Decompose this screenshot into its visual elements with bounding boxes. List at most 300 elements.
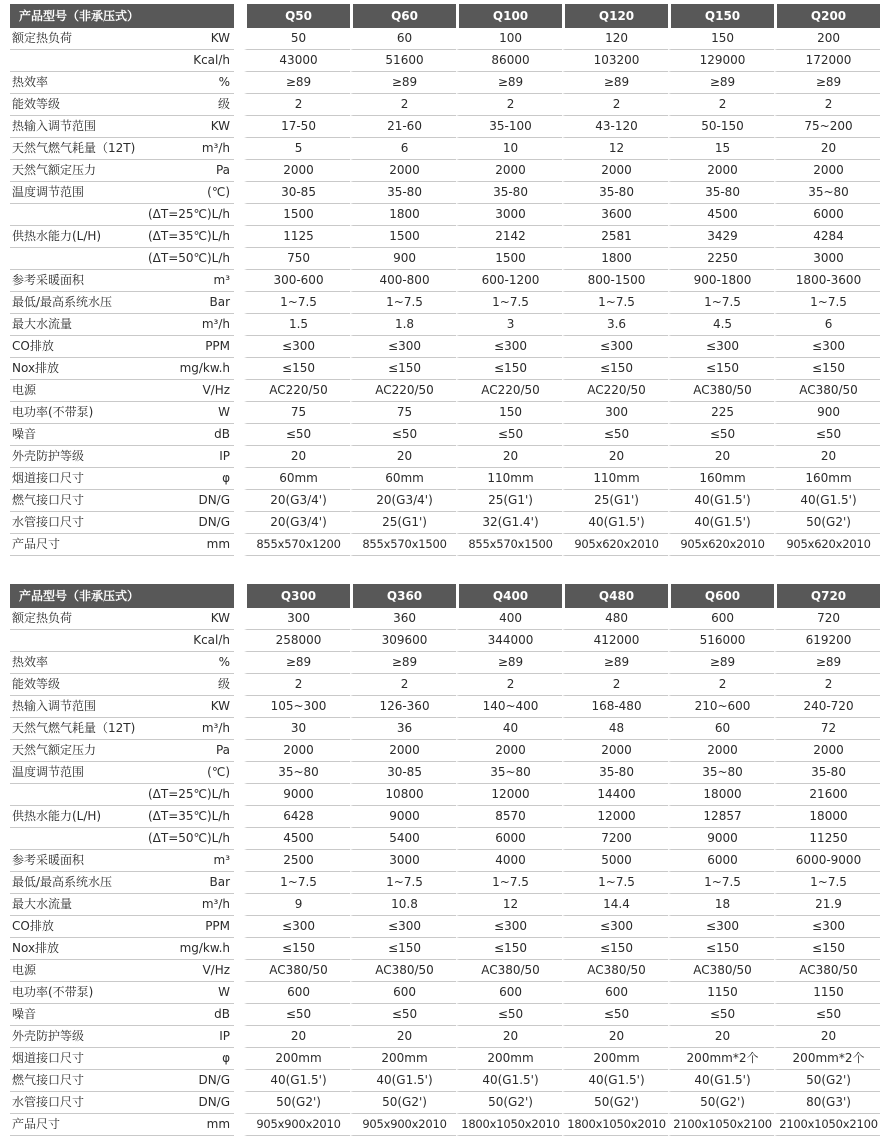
spec-unit: W	[136, 402, 234, 424]
spec-value: 1~7.5	[774, 872, 880, 894]
spec-value: 1150	[668, 982, 774, 1004]
spec-value: 86000	[456, 50, 562, 72]
spec-unit: 级	[136, 94, 234, 116]
spec-name: 电源	[10, 380, 136, 402]
spec-value: ≤150	[456, 358, 562, 380]
spec-name: 烟道接口尺寸	[10, 468, 136, 490]
spec-name: 最大水流量	[10, 894, 136, 916]
spec-value: ≤150	[244, 358, 350, 380]
spec-value: 344000	[456, 630, 562, 652]
spec-value: 32(G1.4')	[456, 512, 562, 534]
spec-value: AC220/50	[456, 380, 562, 402]
spec-value: 35-80	[668, 182, 774, 204]
spec-value: AC220/50	[562, 380, 668, 402]
table-row	[10, 160, 880, 182]
spec-value: 200mm*2个	[774, 1048, 880, 1070]
spec-value: 40(G1.5')	[562, 1070, 668, 1092]
spec-unit: V/Hz	[136, 960, 234, 982]
spec-value: 200mm	[244, 1048, 350, 1070]
spec-value: 30-85	[244, 182, 350, 204]
spec-value: ≤50	[456, 1004, 562, 1026]
spec-value: ≤50	[350, 424, 456, 446]
spec-value: 103200	[562, 50, 668, 72]
spec-value: ≤300	[668, 336, 774, 358]
spec-value: 35~80	[668, 762, 774, 784]
spec-value: 20(G3/4')	[350, 490, 456, 512]
spec-value: 120	[562, 28, 668, 50]
spec-value: AC220/50	[244, 380, 350, 402]
spec-value: 20	[350, 1026, 456, 1048]
table-row	[10, 50, 880, 72]
spec-name: 天然气额定压力	[10, 740, 136, 762]
spec-value: 1~7.5	[350, 872, 456, 894]
spec-value: 2000	[774, 160, 880, 182]
table-row	[10, 850, 880, 872]
spec-value: 40(G1.5')	[774, 490, 880, 512]
spec-value: 1500	[244, 204, 350, 226]
spec-value: 2	[562, 674, 668, 696]
table-row	[10, 446, 880, 468]
spec-value: 20	[774, 1026, 880, 1048]
spec-value: ≤150	[668, 358, 774, 380]
spec-value: 412000	[562, 630, 668, 652]
spec-value: 2	[774, 674, 880, 696]
spec-value: 160mm	[774, 468, 880, 490]
spec-value: 900	[774, 402, 880, 424]
spec-value: 210~600	[668, 696, 774, 718]
spec-value: 855x570x1200	[244, 534, 350, 556]
spec-name: 参考采暖面积	[10, 850, 136, 872]
spec-value: 1~7.5	[668, 872, 774, 894]
spec-unit: DN/G	[136, 1092, 234, 1114]
spec-value: ≤150	[774, 358, 880, 380]
spec-value: 905x900x2010	[350, 1114, 456, 1136]
spec-unit: KW	[136, 696, 234, 718]
table-row	[10, 740, 880, 762]
spec-value: 6000	[774, 204, 880, 226]
spec-value: 9	[244, 894, 350, 916]
spec-value: 1~7.5	[456, 872, 562, 894]
spec-name	[10, 828, 136, 850]
spec-value: 3600	[562, 204, 668, 226]
spec-value: 10800	[350, 784, 456, 806]
spec-value: 36	[350, 718, 456, 740]
model-header: Q120	[562, 4, 668, 28]
spec-value: 3000	[350, 850, 456, 872]
spec-value: 9000	[668, 828, 774, 850]
spec-value: 2	[456, 674, 562, 696]
spec-value: 2	[244, 94, 350, 116]
spec-value: 12857	[668, 806, 774, 828]
spec-value: 11250	[774, 828, 880, 850]
table-row	[10, 1070, 880, 1092]
table-row	[10, 380, 880, 402]
table-row	[10, 608, 880, 630]
spec-value: AC380/50	[774, 960, 880, 982]
spec-unit: %	[136, 652, 234, 674]
spec-value: 129000	[668, 50, 774, 72]
spec-value: 72	[774, 718, 880, 740]
spec-value: ≥89	[350, 72, 456, 94]
spec-unit: m³/h	[136, 894, 234, 916]
spec-value: 20	[456, 446, 562, 468]
spec-value: 8570	[456, 806, 562, 828]
spec-value: ≥89	[244, 652, 350, 674]
spec-value: 6428	[244, 806, 350, 828]
spec-name: 最低/最高系统水压	[10, 872, 136, 894]
spec-value: 172000	[774, 50, 880, 72]
spec-value: 43000	[244, 50, 350, 72]
spec-unit: (ΔT=35℃)L/h	[136, 806, 234, 828]
spec-name: 电源	[10, 960, 136, 982]
spec-value: 75~200	[774, 116, 880, 138]
spec-value: 18000	[774, 806, 880, 828]
spec-value: 2000	[244, 160, 350, 182]
spec-name: 燃气接口尺寸	[10, 1070, 136, 1092]
spec-value: 2000	[350, 160, 456, 182]
spec-value: ≥89	[456, 652, 562, 674]
spec-value: 300	[244, 608, 350, 630]
spec-value: 1~7.5	[668, 292, 774, 314]
table-row	[10, 894, 880, 916]
spec-value: 40(G1.5')	[668, 1070, 774, 1092]
spec-value: AC380/50	[350, 960, 456, 982]
spec-value: 20	[668, 1026, 774, 1048]
spec-name: 产品尺寸	[10, 534, 136, 556]
spec-value: 2	[562, 94, 668, 116]
spec-unit: Bar	[136, 292, 234, 314]
model-header: Q360	[350, 584, 456, 608]
spec-value: 75	[350, 402, 456, 424]
spec-unit: m³/h	[136, 314, 234, 336]
spec-value: 60mm	[244, 468, 350, 490]
spec-name	[10, 50, 136, 72]
spec-value: ≤150	[350, 358, 456, 380]
spec-value: 2000	[244, 740, 350, 762]
spec-unit: (℃)	[136, 182, 234, 204]
spec-value: AC380/50	[456, 960, 562, 982]
spec-name: 外壳防护等级	[10, 446, 136, 468]
spec-value: 4000	[456, 850, 562, 872]
spec-value: 600-1200	[456, 270, 562, 292]
spec-value: ≤300	[350, 916, 456, 938]
table-row	[10, 270, 880, 292]
spec-value: 35-80	[562, 182, 668, 204]
spec-value: ≤50	[562, 1004, 668, 1026]
spec-unit: V/Hz	[136, 380, 234, 402]
spec-name: 噪音	[10, 424, 136, 446]
spec-value: 35-100	[456, 116, 562, 138]
spec-value: ≤300	[562, 336, 668, 358]
spec-value: 619200	[774, 630, 880, 652]
spec-unit: IP	[136, 1026, 234, 1048]
spec-value: 35~80	[774, 182, 880, 204]
spec-value: ≤150	[456, 938, 562, 960]
spec-name: 额定热负荷	[10, 608, 136, 630]
spec-name: Nox排放	[10, 938, 136, 960]
table-header-row	[10, 4, 880, 28]
spec-unit: DN/G	[136, 512, 234, 534]
spec-value: 200mm*2个	[668, 1048, 774, 1070]
spec-value: 35~80	[244, 762, 350, 784]
spec-value: 20	[456, 1026, 562, 1048]
spec-value: 855x570x1500	[350, 534, 456, 556]
spec-value: ≥89	[774, 72, 880, 94]
spec-value: 51600	[350, 50, 456, 72]
spec-value: 225	[668, 402, 774, 424]
spec-name: 温度调节范围	[10, 762, 136, 784]
spec-value: 1~7.5	[244, 872, 350, 894]
spec-value: 3.6	[562, 314, 668, 336]
table-row	[10, 314, 880, 336]
header-label: 产品型号（非承压式）	[10, 584, 234, 608]
spec-value: 50(G2')	[668, 1092, 774, 1114]
spec-name: CO排放	[10, 916, 136, 938]
spec-value: 1800	[350, 204, 456, 226]
model-header: Q50	[244, 4, 350, 28]
spec-value: 400-800	[350, 270, 456, 292]
spec-value: 800-1500	[562, 270, 668, 292]
spec-unit: Kcal/h	[136, 630, 234, 652]
spec-value: 2100x1050x2100	[774, 1114, 880, 1136]
spec-unit: mg/kw.h	[136, 938, 234, 960]
spec-name: 额定热负荷	[10, 28, 136, 50]
spec-value: ≤150	[562, 358, 668, 380]
spec-unit: W	[136, 982, 234, 1004]
spec-value: ≤300	[774, 916, 880, 938]
spec-value: 2000	[456, 160, 562, 182]
table-row	[10, 806, 880, 828]
spec-value: 2	[668, 674, 774, 696]
spec-value: AC220/50	[350, 380, 456, 402]
spec-value: 17-50	[244, 116, 350, 138]
spec-value: ≤50	[668, 424, 774, 446]
spec-unit: (℃)	[136, 762, 234, 784]
table-row	[10, 72, 880, 94]
spec-value: 600	[244, 982, 350, 1004]
table-row	[10, 248, 880, 270]
spec-unit: KW	[136, 28, 234, 50]
spec-name: 热效率	[10, 652, 136, 674]
spec-name: 热输入调节范围	[10, 696, 136, 718]
spec-value: 720	[774, 608, 880, 630]
spec-value: 6000	[456, 828, 562, 850]
spec-value: 3429	[668, 226, 774, 248]
spec-value: 50(G2')	[456, 1092, 562, 1114]
table-row	[10, 1026, 880, 1048]
spec-value: 9000	[350, 806, 456, 828]
spec-value: 2142	[456, 226, 562, 248]
spec-value: 240-720	[774, 696, 880, 718]
spec-unit: DN/G	[136, 490, 234, 512]
spec-value: 20	[562, 446, 668, 468]
spec-value: 40	[456, 718, 562, 740]
table-row	[10, 468, 880, 490]
spec-value: 855x570x1500	[456, 534, 562, 556]
spec-name: 最大水流量	[10, 314, 136, 336]
spec-unit: Kcal/h	[136, 50, 234, 72]
spec-value: 2100x1050x2100	[668, 1114, 774, 1136]
spec-name: Nox排放	[10, 358, 136, 380]
table-row	[10, 204, 880, 226]
spec-value: 10	[456, 138, 562, 160]
spec-value: ≤50	[774, 1004, 880, 1026]
spec-value: ≤150	[350, 938, 456, 960]
spec-value: 2250	[668, 248, 774, 270]
spec-value: ≥89	[562, 652, 668, 674]
model-header: Q300	[244, 584, 350, 608]
spec-value: 480	[562, 608, 668, 630]
spec-unit: (ΔT=25℃)L/h	[136, 784, 234, 806]
model-header: Q60	[350, 4, 456, 28]
spec-name: 参考采暖面积	[10, 270, 136, 292]
spec-unit: DN/G	[136, 1070, 234, 1092]
spec-unit: m³/h	[136, 718, 234, 740]
spec-unit: mm	[136, 1114, 234, 1136]
spec-value: 1~7.5	[774, 292, 880, 314]
spec-unit: (ΔT=35℃)L/h	[136, 226, 234, 248]
spec-unit: 级	[136, 674, 234, 696]
spec-value: 200mm	[562, 1048, 668, 1070]
spec-value: 35~80	[456, 762, 562, 784]
spec-value: 1~7.5	[456, 292, 562, 314]
spec-value: 2000	[668, 160, 774, 182]
spec-value: ≤300	[562, 916, 668, 938]
spec-value: 2500	[244, 850, 350, 872]
spec-value: 4.5	[668, 314, 774, 336]
spec-value: 2000	[774, 740, 880, 762]
spec-unit: dB	[136, 1004, 234, 1026]
spec-value: ≤150	[774, 938, 880, 960]
spec-name: 烟道接口尺寸	[10, 1048, 136, 1070]
spec-name: 外壳防护等级	[10, 1026, 136, 1048]
table-row	[10, 1092, 880, 1114]
table-row	[10, 916, 880, 938]
spec-unit: %	[136, 72, 234, 94]
spec-value: 2000	[456, 740, 562, 762]
spec-name: 水管接口尺寸	[10, 512, 136, 534]
spec-value: 21600	[774, 784, 880, 806]
table-row	[10, 358, 880, 380]
spec-value: 126-360	[350, 696, 456, 718]
spec-value: 10.8	[350, 894, 456, 916]
spec-value: 1.8	[350, 314, 456, 336]
spec-value: 20	[244, 1026, 350, 1048]
spec-value: 2	[668, 94, 774, 116]
spec-value: 48	[562, 718, 668, 740]
model-header: Q400	[456, 584, 562, 608]
spec-value: 18	[668, 894, 774, 916]
spec-value: ≤50	[668, 1004, 774, 1026]
table-row	[10, 784, 880, 806]
spec-value: ≤300	[244, 336, 350, 358]
spec-value: 20	[244, 446, 350, 468]
spec-value: AC380/50	[774, 380, 880, 402]
spec-value: 30	[244, 718, 350, 740]
spec-table-1	[10, 4, 880, 556]
spec-value: 50(G2')	[562, 1092, 668, 1114]
model-header: Q200	[774, 4, 880, 28]
spec-value: ≤300	[350, 336, 456, 358]
table-body	[10, 28, 880, 556]
spec-value: 20(G3/4')	[244, 512, 350, 534]
table-row	[10, 1114, 880, 1136]
spec-value: 1~7.5	[244, 292, 350, 314]
spec-value: AC380/50	[244, 960, 350, 982]
table-row	[10, 982, 880, 1004]
spec-value: 300	[562, 402, 668, 424]
spec-value: 150	[456, 402, 562, 424]
spec-value: 30-85	[350, 762, 456, 784]
spec-table-2	[10, 584, 880, 1136]
spec-value: 2	[774, 94, 880, 116]
spec-value: 2	[350, 94, 456, 116]
spec-value: 25(G1')	[562, 490, 668, 512]
spec-value: 400	[456, 608, 562, 630]
spec-value: 9000	[244, 784, 350, 806]
table-row	[10, 872, 880, 894]
spec-value: 14400	[562, 784, 668, 806]
spec-value: ≥89	[774, 652, 880, 674]
spec-unit: φ	[136, 468, 234, 490]
spec-value: 50(G2')	[350, 1092, 456, 1114]
spec-unit: m³	[136, 850, 234, 872]
spec-name: 燃气接口尺寸	[10, 490, 136, 512]
spec-name	[10, 248, 136, 270]
spec-value: 1800x1050x2010	[456, 1114, 562, 1136]
spec-value: 6	[774, 314, 880, 336]
spec-value: AC380/50	[668, 960, 774, 982]
spec-name	[10, 784, 136, 806]
spec-value: 35-80	[562, 762, 668, 784]
spec-name: 温度调节范围	[10, 182, 136, 204]
spec-value: 2581	[562, 226, 668, 248]
table-row	[10, 402, 880, 424]
spec-value: 110mm	[562, 468, 668, 490]
spec-value: 750	[244, 248, 350, 270]
table-row	[10, 1004, 880, 1026]
spec-value: 43-120	[562, 116, 668, 138]
spec-unit: Pa	[136, 740, 234, 762]
spec-value: 200mm	[456, 1048, 562, 1070]
spec-value: 1500	[456, 248, 562, 270]
spec-value: 3000	[456, 204, 562, 226]
spec-value: 600	[668, 608, 774, 630]
table-row	[10, 652, 880, 674]
spec-value: ≥89	[668, 652, 774, 674]
spec-value: 2000	[350, 740, 456, 762]
spec-value: 50-150	[668, 116, 774, 138]
spec-name: 产品尺寸	[10, 1114, 136, 1136]
spec-value: 60	[668, 718, 774, 740]
spec-value: 50(G2')	[774, 1070, 880, 1092]
spec-value: 168-480	[562, 696, 668, 718]
spec-value: ≤150	[562, 938, 668, 960]
spec-value: 80(G3')	[774, 1092, 880, 1114]
spec-value: 2	[350, 674, 456, 696]
spec-name: 天然气额定压力	[10, 160, 136, 182]
spec-value: 110mm	[456, 468, 562, 490]
spec-value: ≥89	[244, 72, 350, 94]
spec-value: ≤50	[456, 424, 562, 446]
spec-value: ≤150	[244, 938, 350, 960]
spec-value: 25(G1')	[350, 512, 456, 534]
spec-value: 1150	[774, 982, 880, 1004]
spec-unit: mm	[136, 534, 234, 556]
spec-value: 105~300	[244, 696, 350, 718]
spec-value: 2000	[668, 740, 774, 762]
model-header: Q480	[562, 584, 668, 608]
